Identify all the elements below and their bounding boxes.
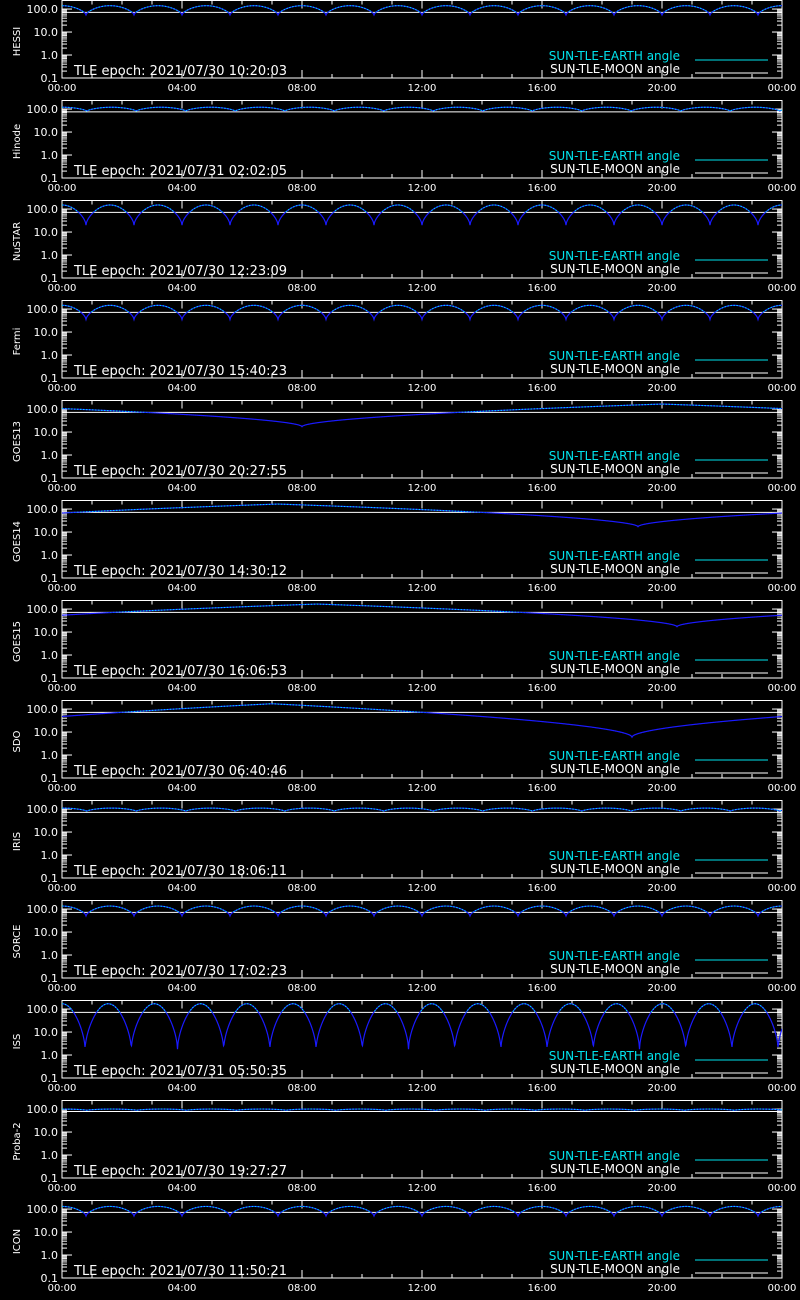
satellite-name-label: Proba-2 [12,1122,23,1161]
y-tick-label: 100.0 [26,103,58,117]
x-tick-label: 08:00 [287,983,317,994]
x-tick-label: 00:00 [767,483,797,494]
y-tick-label: 0.1 [40,672,58,685]
y-tick-label: 100.0 [26,603,58,617]
x-tick-label: 16:00 [527,583,557,594]
legend-moon-label: SUN-TLE-MOON angle [550,1162,680,1176]
legend-moon-label: SUN-TLE-MOON angle [550,462,680,476]
legend-moon-label: SUN-TLE-MOON angle [550,1062,680,1076]
x-tick-label: 04:00 [167,983,197,994]
x-tick-label: 12:00 [407,1283,437,1294]
satellite-panel [0,300,800,400]
x-tick-label: 20:00 [647,83,677,94]
y-tick-label: 100.0 [26,1103,58,1117]
legend-moon-label: SUN-TLE-MOON angle [550,162,680,176]
legend-earth-label: SUN-TLE-EARTH angle [548,449,680,463]
x-tick-label: 08:00 [287,1183,317,1194]
angle-chart [0,600,800,700]
x-tick-label: 04:00 [167,1283,197,1294]
x-tick-label: 00:00 [47,883,77,894]
x-tick-label: 00:00 [47,1283,77,1294]
x-tick-label: 20:00 [647,1183,677,1194]
satellite-panel [0,100,800,200]
x-tick-label: 16:00 [527,383,557,394]
tle-epoch-label: TLE epoch: 2021/07/30 10:20:03 [74,64,288,79]
y-tick-label: 10.0 [33,826,58,840]
y-tick-label: 1.0 [40,349,58,363]
x-tick-label: 08:00 [287,183,317,194]
angle-chart [0,500,800,600]
legend-earth-label: SUN-TLE-EARTH angle [548,1049,680,1063]
earth-angle-line [62,1004,782,1049]
tle-epoch-label: TLE epoch: 2021/07/30 16:06:53 [74,664,288,679]
satellite-name-label: GOES13 [12,420,23,463]
satellite-panel [0,500,800,600]
x-tick-label: 12:00 [407,883,437,894]
legend-moon-label: SUN-TLE-MOON angle [550,262,680,276]
x-tick-label: 00:00 [47,1183,77,1194]
earth-angle-line [62,604,782,627]
x-tick-label: 00:00 [767,883,797,894]
x-tick-label: 04:00 [167,783,197,794]
y-tick-label: 100.0 [26,703,58,717]
y-tick-label: 100.0 [26,303,58,317]
y-tick-label: 0.1 [40,1072,58,1085]
x-tick-label: 08:00 [287,83,317,94]
y-tick-label: 1.0 [40,149,58,163]
x-tick-label: 12:00 [407,1083,437,1094]
satellite-name-label: Fermi [12,327,23,356]
satellite-name-label: GOES14 [12,520,23,563]
x-tick-label: 00:00 [47,383,77,394]
x-tick-label: 00:00 [47,683,77,694]
y-tick-label: 0.1 [40,372,58,385]
satellite-name-label: ICON [12,1228,23,1255]
x-tick-label: 16:00 [527,683,557,694]
satellite-name-label: HESSI [12,26,23,57]
tle-epoch-label: TLE epoch: 2021/07/30 14:30:12 [74,564,288,579]
x-tick-label: 12:00 [407,383,437,394]
x-tick-label: 00:00 [767,783,797,794]
x-tick-label: 04:00 [167,183,197,194]
x-tick-label: 20:00 [647,283,677,294]
x-tick-label: 20:00 [647,683,677,694]
x-tick-label: 12:00 [407,483,437,494]
satellite-panel [0,1100,800,1200]
y-tick-label: 10.0 [33,526,58,540]
y-tick-label: 0.1 [40,1272,58,1285]
y-tick-label: 10.0 [33,326,58,340]
legend-earth-label: SUN-TLE-EARTH angle [548,1249,680,1263]
legend-earth-label: SUN-TLE-EARTH angle [548,349,680,363]
x-tick-label: 00:00 [767,283,797,294]
y-tick-label: 1.0 [40,949,58,963]
y-tick-label: 10.0 [33,1126,58,1140]
legend-earth-label: SUN-TLE-EARTH angle [548,49,680,63]
y-tick-label: 0.1 [40,472,58,485]
satellite-panel [0,700,800,800]
x-tick-label: 12:00 [407,583,437,594]
legend-earth-label: SUN-TLE-EARTH angle [548,249,680,263]
x-tick-label: 12:00 [407,783,437,794]
x-tick-label: 12:00 [407,983,437,994]
y-tick-label: 100.0 [26,403,58,417]
angle-chart [0,1000,800,1100]
x-tick-label: 00:00 [47,83,77,94]
satellite-name-label: ISS [12,1033,23,1050]
y-tick-label: 10.0 [33,726,58,740]
x-tick-label: 04:00 [167,83,197,94]
y-tick-label: 1.0 [40,449,58,463]
x-tick-label: 00:00 [47,1083,77,1094]
x-tick-label: 12:00 [407,283,437,294]
satellite-name-label: GOES15 [12,620,23,663]
x-tick-label: 20:00 [647,1083,677,1094]
y-tick-label: 0.1 [40,872,58,885]
x-tick-label: 20:00 [647,783,677,794]
x-tick-label: 16:00 [527,83,557,94]
tle-epoch-label: TLE epoch: 2021/07/30 18:06:11 [74,864,288,879]
x-tick-label: 04:00 [167,1183,197,1194]
legend-moon-label: SUN-TLE-MOON angle [550,762,680,776]
y-tick-label: 10.0 [33,926,58,940]
y-tick-label: 10.0 [33,426,58,440]
earth-angle-series [62,604,782,627]
x-tick-label: 04:00 [167,583,197,594]
y-tick-label: 10.0 [33,226,58,240]
angle-chart [0,900,800,1000]
y-tick-label: 1.0 [40,49,58,63]
x-tick-label: 00:00 [767,583,797,594]
angle-chart [0,200,800,300]
y-tick-label: 1.0 [40,749,58,763]
y-tick-label: 100.0 [26,1003,58,1017]
x-tick-label: 00:00 [767,383,797,394]
y-tick-label: 100.0 [26,503,58,517]
x-tick-label: 00:00 [767,983,797,994]
satellite-panel [0,200,800,300]
x-tick-label: 12:00 [407,1183,437,1194]
y-tick-label: 100.0 [26,803,58,817]
satellite-panel [0,600,800,700]
satellite-panel [0,1200,800,1300]
legend-moon-label: SUN-TLE-MOON angle [550,662,680,676]
x-tick-label: 20:00 [647,483,677,494]
satellite-panel [0,1000,800,1100]
satellite-panel [0,0,800,100]
y-tick-label: 0.1 [40,172,58,185]
y-tick-label: 10.0 [33,1026,58,1040]
earth-angle-series [62,107,782,111]
legend-earth-label: SUN-TLE-EARTH angle [548,649,680,663]
x-tick-label: 04:00 [167,383,197,394]
y-tick-label: 0.1 [40,572,58,585]
angle-chart [0,0,800,100]
tle-epoch-label: TLE epoch: 2021/07/30 20:27:55 [74,464,288,479]
satellite-panel [0,800,800,900]
x-tick-label: 16:00 [527,183,557,194]
x-tick-label: 00:00 [767,1083,797,1094]
x-tick-label: 08:00 [287,383,317,394]
x-tick-label: 00:00 [767,83,797,94]
x-tick-label: 04:00 [167,283,197,294]
angle-chart [0,300,800,400]
earth-angle-series [62,704,782,737]
x-tick-label: 20:00 [647,183,677,194]
x-tick-label: 16:00 [527,1283,557,1294]
legend-moon-label: SUN-TLE-MOON angle [550,862,680,876]
x-tick-label: 08:00 [287,483,317,494]
legend-moon-label: SUN-TLE-MOON angle [550,62,680,76]
x-tick-label: 00:00 [767,1183,797,1194]
angle-chart [0,100,800,200]
x-tick-label: 08:00 [287,1083,317,1094]
satellite-name-label: IRIS [12,831,23,852]
earth-angle-series [62,808,782,811]
x-tick-label: 00:00 [47,483,77,494]
y-tick-label: 1.0 [40,849,58,863]
x-tick-label: 08:00 [287,883,317,894]
y-tick-label: 0.1 [40,772,58,785]
satellite-panel [0,900,800,1000]
earth-angle-line [62,704,782,737]
y-tick-label: 1.0 [40,249,58,263]
tle-epoch-label: TLE epoch: 2021/07/30 15:40:23 [74,364,288,379]
y-tick-label: 1.0 [40,1249,58,1263]
y-tick-label: 1.0 [40,649,58,663]
x-tick-label: 04:00 [167,683,197,694]
angle-chart [0,700,800,800]
satellite-name-label: SDO [12,730,23,753]
y-tick-label: 1.0 [40,549,58,563]
tle-epoch-label: TLE epoch: 2021/07/31 02:02:05 [74,164,288,179]
x-tick-label: 04:00 [167,883,197,894]
tle-epoch-label: TLE epoch: 2021/07/30 11:50:21 [74,1264,288,1279]
x-tick-label: 20:00 [647,983,677,994]
satellite-name-label: Hinode [12,123,23,160]
earth-angle-series [62,1004,782,1049]
legend-earth-label: SUN-TLE-EARTH angle [548,1149,680,1163]
x-tick-label: 00:00 [767,183,797,194]
legend-earth-label: SUN-TLE-EARTH angle [548,749,680,763]
y-tick-label: 1.0 [40,1149,58,1163]
x-tick-label: 16:00 [527,783,557,794]
x-tick-label: 12:00 [407,183,437,194]
y-tick-label: 0.1 [40,272,58,285]
y-tick-label: 10.0 [33,626,58,640]
x-tick-label: 08:00 [287,783,317,794]
x-tick-label: 08:00 [287,583,317,594]
tle-epoch-label: TLE epoch: 2021/07/30 12:23:09 [74,264,288,279]
x-tick-label: 20:00 [647,1283,677,1294]
earth-angle-series [62,1109,782,1110]
y-tick-label: 0.1 [40,72,58,85]
legend-earth-label: SUN-TLE-EARTH angle [548,149,680,163]
x-tick-label: 08:00 [287,1283,317,1294]
angle-chart [0,400,800,500]
legend-moon-label: SUN-TLE-MOON angle [550,562,680,576]
satellite-name-label: SORCE [12,924,23,959]
satellite-name-label: NuSTAR [12,221,23,262]
x-tick-label: 20:00 [647,583,677,594]
legend-earth-label: SUN-TLE-EARTH angle [548,849,680,863]
tle-epoch-label: TLE epoch: 2021/07/30 19:27:27 [74,1164,288,1179]
x-tick-label: 00:00 [47,283,77,294]
legend-moon-label: SUN-TLE-MOON angle [550,362,680,376]
x-tick-label: 00:00 [47,583,77,594]
y-tick-label: 10.0 [33,126,58,140]
x-tick-label: 00:00 [767,1283,797,1294]
angle-chart [0,1200,800,1300]
x-tick-label: 16:00 [527,883,557,894]
legend-earth-label: SUN-TLE-EARTH angle [548,549,680,563]
x-tick-label: 16:00 [527,1183,557,1194]
tle-epoch-label: TLE epoch: 2021/07/30 06:40:46 [74,764,288,779]
y-tick-label: 0.1 [40,972,58,985]
tle-epoch-label: TLE epoch: 2021/07/31 05:50:35 [74,1064,288,1079]
x-tick-label: 16:00 [527,983,557,994]
x-tick-label: 12:00 [407,83,437,94]
y-tick-label: 1.0 [40,1049,58,1063]
satellite-panel [0,400,800,500]
y-tick-label: 100.0 [26,203,58,217]
x-tick-label: 04:00 [167,1083,197,1094]
y-tick-label: 10.0 [33,1226,58,1240]
earth-angle-line-upper [62,808,782,811]
x-tick-label: 08:00 [287,283,317,294]
y-tick-label: 100.0 [26,1203,58,1217]
x-tick-label: 00:00 [47,983,77,994]
angle-chart [0,800,800,900]
y-tick-label: 100.0 [26,3,58,17]
y-tick-label: 100.0 [26,903,58,917]
angle-chart [0,1100,800,1200]
x-tick-label: 04:00 [167,483,197,494]
x-tick-label: 16:00 [527,1083,557,1094]
x-tick-label: 16:00 [527,483,557,494]
x-tick-label: 16:00 [527,283,557,294]
x-tick-label: 20:00 [647,383,677,394]
tle-epoch-label: TLE epoch: 2021/07/30 17:02:23 [74,964,288,979]
x-tick-label: 12:00 [407,683,437,694]
legend-moon-label: SUN-TLE-MOON angle [550,1262,680,1276]
x-tick-label: 20:00 [647,883,677,894]
x-tick-label: 00:00 [47,183,77,194]
y-tick-label: 0.1 [40,1172,58,1185]
x-tick-label: 08:00 [287,683,317,694]
y-tick-label: 10.0 [33,26,58,40]
legend-earth-label: SUN-TLE-EARTH angle [548,949,680,963]
x-tick-label: 00:00 [767,683,797,694]
x-tick-label: 00:00 [47,783,77,794]
legend-moon-label: SUN-TLE-MOON angle [550,962,680,976]
